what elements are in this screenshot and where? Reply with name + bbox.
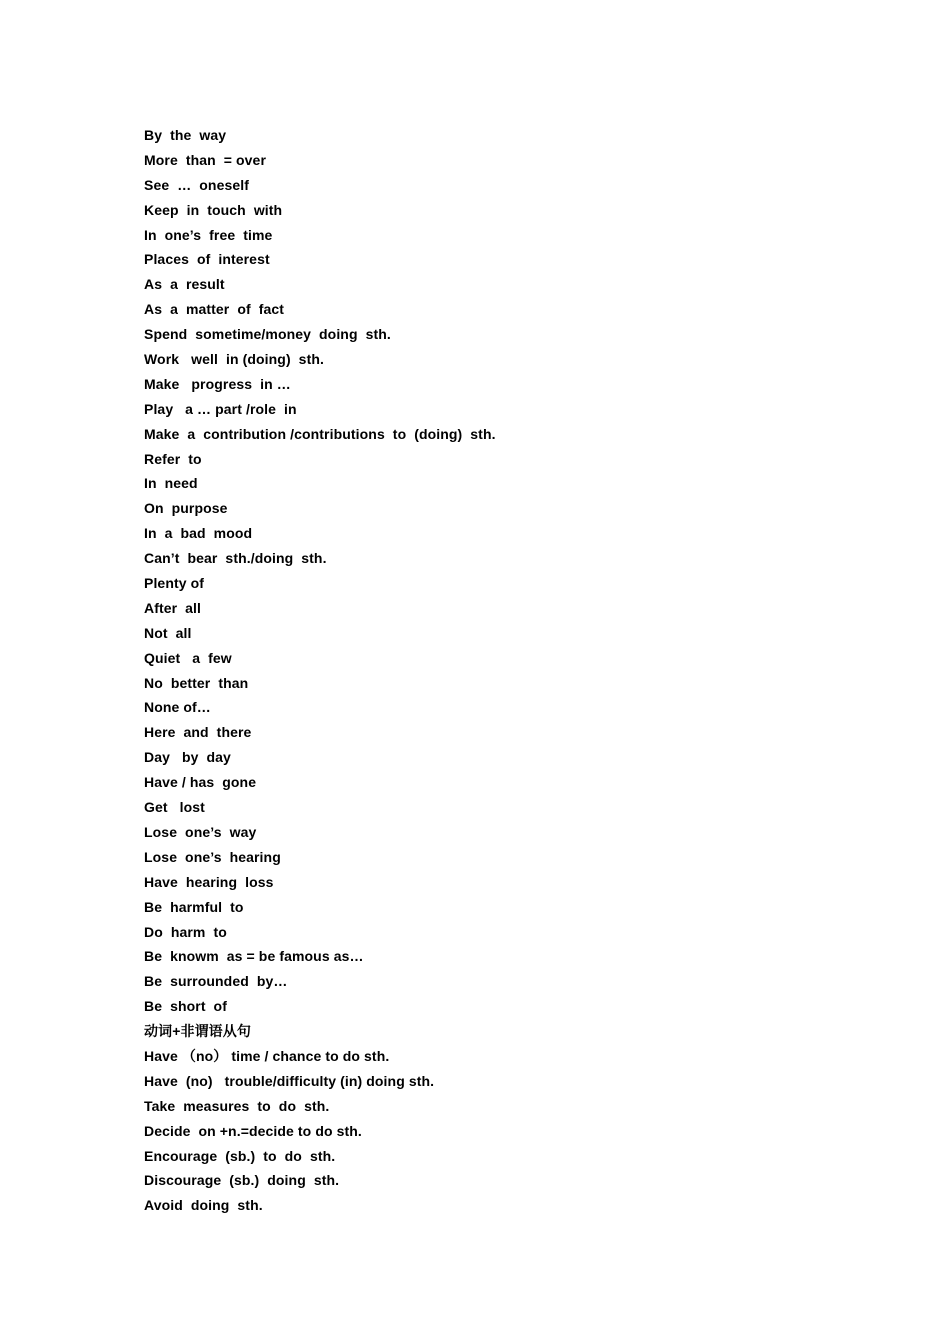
phrase-line: Avoid doing sth. (144, 1197, 263, 1214)
phrase-line: Be short of (144, 998, 227, 1015)
phrase-line: Be surrounded by… (144, 973, 288, 990)
phrase-line: Play a … part /role in (144, 400, 297, 417)
phrase-line: Be knowm as = be famous as… (144, 948, 364, 965)
phrase-line: Day by day (144, 749, 231, 766)
phrase-line: Not all (144, 624, 192, 641)
phrase-line: Have / has gone (144, 774, 257, 791)
phrase-line: Be harmful to (144, 898, 244, 915)
phrase-line: Decide on +n.=decide to do sth. (144, 1122, 362, 1139)
phrase-line: Can’t bear sth./doing sth. (144, 550, 327, 567)
phrase-line: See … oneself (144, 176, 249, 193)
phrase-line: Refer to (144, 450, 202, 467)
phrase-line: In need (144, 475, 198, 492)
phrase-line: Have (no) trouble/difficulty (in) doing sth. (144, 1072, 435, 1089)
phrase-line: As a matter of fact (144, 301, 285, 318)
phrase-line: Have hearing loss (144, 873, 274, 890)
phrase-line: Make a contribution /contributions to (doing) sth. (144, 425, 496, 442)
phrase-line: Spend sometime/money doing sth. (144, 326, 391, 343)
phrase-line: Plenty of (144, 575, 205, 592)
phrase-line: Lose one’s way (144, 823, 257, 840)
phrase-line: In a bad mood (144, 525, 253, 542)
phrase-line: Make progress in … (144, 375, 291, 392)
phrase-line: On purpose (144, 500, 228, 517)
phrase-list (144, 124, 496, 1219)
phrase-line: Take measures to do sth. (144, 1097, 330, 1114)
phrase-line: 动词+非谓语从句 (144, 1023, 251, 1040)
phrase-line: After all (144, 599, 202, 616)
phrase-line: More than = over (144, 151, 266, 168)
phrase-line: Places of interest (144, 251, 270, 268)
phrase-line: By the way (144, 127, 227, 143)
phrase-line: As a result (144, 276, 225, 293)
phrase-line: None of… (144, 699, 211, 716)
phrase-line: Lose one’s hearing (144, 848, 281, 865)
phrase-line: Here and there (144, 724, 252, 741)
phrase-line: Encourage (sb.) to do sth. (144, 1147, 336, 1164)
phrase-line: Keep in touch with (144, 201, 283, 218)
phrase-line: Work well in (doing) sth. (144, 351, 324, 368)
phrase-line: Do harm to (144, 923, 227, 940)
phrase-line: No better than (144, 674, 249, 691)
phrase-line: Have （no） time / chance to do sth. (144, 1047, 390, 1064)
phrase-line: Discourage (sb.) doing sth. (144, 1172, 340, 1189)
phrase-line: In one’s free time (144, 226, 273, 243)
phrase-line: Quiet a few (144, 649, 232, 666)
phrase-line: Get lost (144, 799, 205, 816)
